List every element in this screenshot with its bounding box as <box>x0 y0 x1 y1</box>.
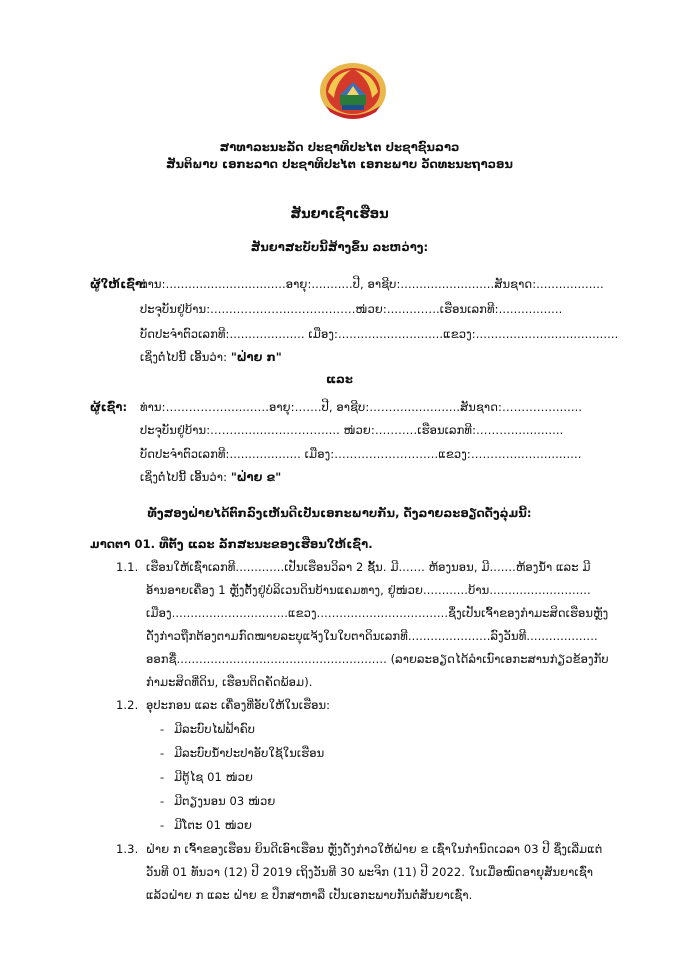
list-item: - ມີໂຕະ 01 ໜ່ວຍ <box>160 818 253 832</box>
clause-1-1-number: 1.1. <box>116 560 139 574</box>
party-b-line-4 <box>140 470 281 484</box>
list-item: - ມີຕຽງນອນ 03 ໜ່ວຍ <box>160 794 276 808</box>
party-a-line-3: ບັດປະຈຳຕົວເລກທີ:.................... ເມືອງ:............................ແຂວງ:...................................... <box>140 327 619 341</box>
clause-1-3-line: ຝ່າຍ ກ ເຈົ້າຂອງເຮືອນ ຍິນດີເອົາເຮືອນ ຫຼັງດັ່ງກ່າວໃຫ້ຝ່າຍ ຂ ເຊົ່າໃນກຳນົດເວລາ 03 ປີ ຊຶ່ງເລີ່ມແຕ່ <box>146 842 603 856</box>
list-item: - ມີຕູ້ໄຊ 01 ໜ່ວຍ <box>160 770 254 784</box>
clause-1-2-intro: ອຸປະກອນ ແລະ ເຄື່ອງທີ່ອັບໃຫ້ໃນເຮືອນ: <box>146 698 331 712</box>
party-b-alias-text: ເຊິ່ງຕໍ່ໄປນີ້ ເອີ້ນວ່າ: <box>140 470 231 484</box>
party-a-label: ຜູ້ໃຫ້ເຊົ່າ: <box>90 277 147 291</box>
document-title: ສັນຍາເຊົ່າເຮືອນ <box>290 207 389 222</box>
bullet-dash: - <box>160 746 165 760</box>
party-b-line-1: ທ່ານ:……………........….ອາຍຸ:…….ປີ, ອາຊີບ:……..................ສັນຊາດ:…………......... <box>140 400 583 414</box>
and-label: ແລະ <box>326 372 353 386</box>
party-a-line-1: ທ່ານ:................................ອາຍຸ:...........ປີ, ອາຊີບ:.........................ສັນຊາດ:.................. <box>140 277 604 291</box>
article-1-number: ມາດຕາ 01. <box>90 537 156 551</box>
party-a-line-2: ປະຈຸບັນຢູ່ບ້ານ:.......…………...……...….…ໜ່ວຍ:.........…..ເຮືອນເລກທີ:................. <box>140 302 563 316</box>
clause-1-1-line: ກຳມະສິດທີ່ດິນ, ເຮືອນຕິດຄັດພ້ອມ). <box>146 675 313 689</box>
article-1-heading <box>90 537 373 551</box>
clause-1-1-line: ເຮືອນໃຫ້ເຊົ່າເລກທີ.............ເປັນເຮືອນວິລາ 2 ຊັ້ນ. ມີ....... ຫ້ອງນອນ, ມີ.......ຫ້ອງນ້ຳ ແລະ ມີ <box>146 560 591 574</box>
clause-1-3-line: ແລ້ວຝ່າຍ ກ ແລະ ຝ່າຍ ຂ ປຶກສາຫາລື ເປັນເອກະພາບກັນຕໍ່ສັນຍາເຊົ່າ. <box>146 888 473 902</box>
party-b-line-3: ບັດປະຈຳຕົວເລກທີ:................... ເມືອງ:……….……………..ແຂວງ:…………...…........... <box>140 447 582 461</box>
clause-1-1-line: ອ້ານອາຍເຄື່ອງ 1 ຫຼັງຕັ້ງຢູ່ບໍລິເວນດິນບ້ານແຄມທາງ, ຢູ່ໜ່ວຍ............ບ້ານ........................... <box>146 583 591 597</box>
bullet-dash: - <box>160 818 165 832</box>
clause-1-1-line: ດັ່ງກ່າວຖືກຕ້ອງຕາມກົດໝາຍລະບຸແຈ້ງໃນໃບຕາດິນເລກທີ......................ລົງວັນທີ................... <box>146 629 598 643</box>
list-item: - ມີລະບົບໄຟຟ້າຄົບ <box>160 722 256 736</box>
party-a-tag: "ຝ່າຍ ກ" <box>230 350 282 364</box>
party-b-line-2: ປະຈຸບັນຢູ່ບ້ານ:……...........…………..... ໜ່ວຍ:…….….ເຮືອນເລກທີ:……….............. <box>140 423 564 437</box>
article-1-title: ທີ່ຕັ້ງ ແລະ ລັກສະນະຂອງເຮືອນໃຫ້ເຊົ່າ. <box>159 537 373 551</box>
bullet-dash: - <box>160 722 165 736</box>
party-b-tag: "ຝ່າຍ ຂ" <box>230 470 282 484</box>
bullet-dash: - <box>160 794 165 808</box>
bullet-dash: - <box>160 770 165 784</box>
clause-1-3-line: ວັນທີ 01 ທັນວາ (12) ປີ 2019 ເຖິງວັນທີ 30 ພະຈິກ (11) ປີ 2022. ໃນເມື່ອໝົດອາຍຸສັນຍາເຊົ່າ <box>146 865 594 879</box>
party-a-alias-text: ເຊິ່ງຕໍ່ໄປນີ້ ເອີ້ນວ່າ: <box>140 350 231 364</box>
document-subtitle: ສັນຍາສະບັບນີ້ສ້າງຂຶ້ນ ລະຫວ່າງ: <box>250 240 429 254</box>
header-line-1: ສາທາລະນະລັດ ປະຊາທິປະໄຕ ປະຊາຊົນລາວ <box>219 140 460 154</box>
clause-1-3-number: 1.3. <box>116 842 139 856</box>
national-emblem-icon <box>318 62 388 120</box>
clause-1-1-line: ອອກຊື່........................................................ (ລາຍລະອຽດໄດ້ລຳເນົາເອກະສານກ່ຽວຂ້ອງກັບ <box>146 652 609 666</box>
party-a-line-4 <box>140 350 282 364</box>
list-item: - ມີລະບົບນ້ຳປະປາອັບໃຊ້ໃນເຮືອນ <box>160 746 325 760</box>
party-b-label: ຜູ້ເຊົ່າ: <box>90 400 128 414</box>
agreement-intro: ທັງສອງຝ່າຍໄດ້ຕົກລົງເຫັນດີເປັນເອກະພາບກັນ, ດັ່ງລາຍລະອຽດດັ່ງລຸ່ມນີ້: <box>147 506 532 520</box>
clause-1-1-line: ເມືອງ...............................ແຂວງ...................................ຊຶ່ງເປັນເຈົ້າຂອງກຳມະສິດເຮືອນຫຼັງ <box>146 606 609 620</box>
clause-1-2-number: 1.2. <box>116 698 139 712</box>
header-line-2: ສັນຕິພາບ ເອກະລາດ ປະຊາທິປະໄຕ ເອກະພາບ ວັດທະນະຖາວອນ <box>166 157 513 171</box>
